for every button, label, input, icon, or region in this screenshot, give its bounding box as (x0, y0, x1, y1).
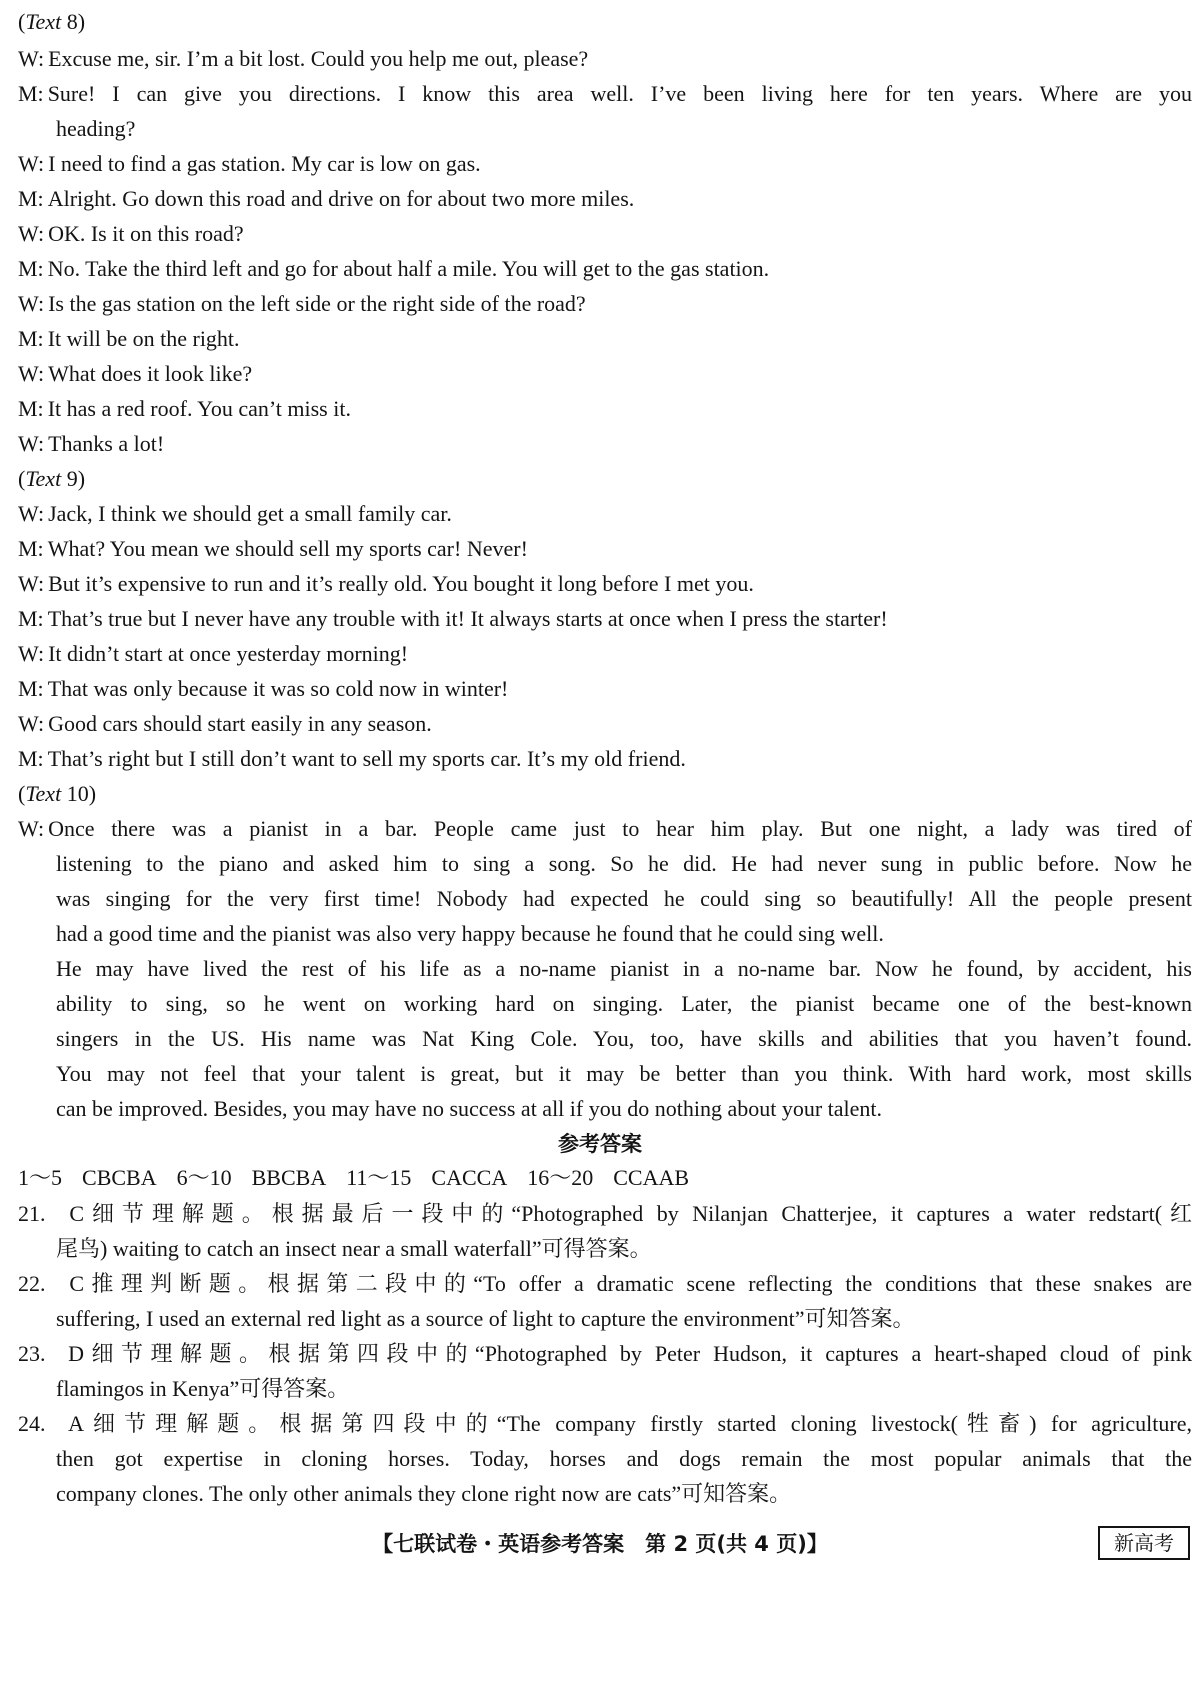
answer-row (18, 1164, 689, 1192)
dialogue-line: W: It didn’t start at once yesterday morning! (18, 641, 409, 666)
dialogue-line: W: Jack, I think we should get a small family car. (18, 501, 452, 526)
dialogue-line: W: OK. Is it on this road? (18, 221, 244, 246)
monologue-line: ability to sing, so he went on working hard on singing. Later, the pianist became one of the best-known (56, 991, 1192, 1016)
answer-keys: CCAAB (613, 1165, 690, 1190)
dialogue-line: W: What does it look like? (18, 361, 253, 386)
answer-item-21: 21. C细节理解题。根据最后一段中的“Photographed by Nilanjan Chatterjee, it captures a water redstart(红 (18, 1201, 1192, 1226)
answer-item-24: 24. A细节理解题。根据第四段中的“The company firstly started cloning livestock(牲畜) for agriculture, (18, 1411, 1192, 1436)
dialogue-line: W: Thanks a lot! (18, 431, 165, 456)
monologue-line: listening to the piano and asked him to sing a song. So he did. He had never sung in public before. Now he (56, 851, 1192, 876)
answer-range: 11～15 (346, 1165, 412, 1190)
monologue-line: You may not feel that your talent is great, but it may be better than you think. With hard work, most skills (56, 1061, 1192, 1086)
answer-range: 16～20 (527, 1165, 594, 1190)
dialogue-line: M: That’s true but I never have any trouble with it! It always starts at once when I press the starter! (18, 606, 888, 631)
dialogue-line: M: Sure! I can give you directions. I know this area well. I’ve been living here for ten years. Where are you (18, 81, 1192, 106)
monologue-line: He may have lived the rest of his life as a no-name pianist in a no-name bar. Now he found, by accident, his (56, 956, 1192, 981)
answer-item-24-cont: company clones. The only other animals they clone right now are cats”可知答案。 (56, 1481, 792, 1506)
dialogue-line: M: What? You mean we should sell my sports car! Never! (18, 536, 528, 561)
answer-item-24-cont: then got expertise in cloning horses. Today, horses and dogs remain the most popular animals that the (56, 1446, 1192, 1471)
monologue-line: was singing for the very first time! Nobody had expected he could sing so beautifully! All the people present (56, 886, 1192, 911)
dialogue-line: M: No. Take the third left and go for about half a mile. You will get to the gas station. (18, 256, 770, 281)
dialogue-line: W: But it’s expensive to run and it’s really old. You bought it long before I met you. (18, 571, 754, 596)
dialogue-line: W: Is the gas station on the left side or the right side of the road? (18, 291, 586, 316)
answer-item-22: 22. C推理判断题。根据第二段中的“To offer a dramatic scene reflecting the conditions that these snakes are (18, 1271, 1192, 1296)
answer-keys: BBCBA (251, 1165, 327, 1190)
monologue-line: had a good time and the pianist was also very happy because he found that he could sing well. (56, 921, 884, 946)
section-label-text10: (Text 10) (18, 781, 97, 806)
dialogue-line: M: That was only because it was so cold now in winter! (18, 676, 509, 701)
dialogue-line: W: Excuse me, sir. I’m a bit lost. Could you help me out, please? (18, 46, 589, 71)
monologue-line: can be improved. Besides, you may have no success at all if you do nothing about your talent. (56, 1096, 883, 1121)
answer-item-22-cont: suffering, I used an external red light as a source of light to capture the environment”可知答案。 (56, 1306, 915, 1331)
answer-range: 6～10 (176, 1165, 232, 1190)
dialogue-line: heading? (56, 116, 136, 141)
answers-heading: 参考答案 (558, 1132, 642, 1156)
dialogue-line: W: I need to find a gas station. My car is low on gas. (18, 151, 481, 176)
dialogue-line: M: That’s right but I still don’t want to sell my sports car. It’s my old friend. (18, 746, 686, 771)
dialogue-line: M: It has a red roof. You can’t miss it. (18, 396, 351, 421)
answer-keys: CACCA (431, 1165, 508, 1190)
answer-range: 1～5 (18, 1165, 63, 1190)
answer-item-23-cont: flamingos in Kenya”可得答案。 (56, 1376, 350, 1401)
dialogue-line: M: Alright. Go down this road and drive on for about two more miles. (18, 186, 635, 211)
answer-item-21-cont: 尾鸟) waiting to catch an insect near a small waterfall”可得答案。 (56, 1236, 652, 1261)
page-footer: 【七联试卷・英语参考答案 第 2 页(共 4 页)】 (372, 1532, 828, 1556)
monologue-line: singers in the US. His name was Nat King Cole. You, too, have skills and abilities that you haven’t found. (56, 1026, 1192, 1051)
section-label-text8: (Text 8) (18, 9, 86, 34)
section-label-text9: (Text 9) (18, 466, 86, 491)
monologue-line: W: Once there was a pianist in a bar. People came just to hear him play. But one night, a lady was tired of (18, 816, 1192, 841)
dialogue-line: W: Good cars should start easily in any season. (18, 711, 432, 736)
dialogue-line: M: It will be on the right. (18, 326, 240, 351)
exam-type-tag: 新高考 (1098, 1526, 1190, 1560)
answer-keys: CBCBA (82, 1165, 157, 1190)
answer-item-23: 23. D细节理解题。根据第四段中的“Photographed by Peter Hudson, it captures a heart-shaped cloud of pink (18, 1341, 1192, 1366)
